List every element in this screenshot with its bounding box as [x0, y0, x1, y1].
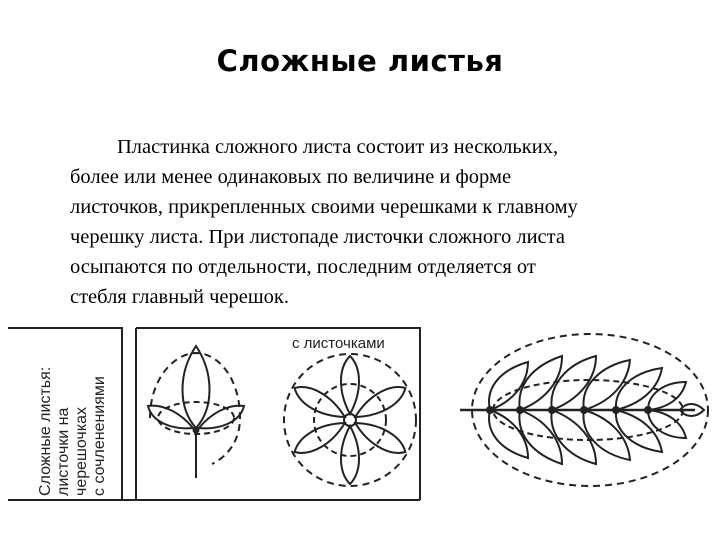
figure-caption: с листочками [292, 335, 385, 352]
joint [517, 407, 523, 413]
outline-dashed [284, 354, 416, 486]
paragraph-line: стебля главный черешок. [70, 286, 289, 308]
page-title: Сложные листья [216, 44, 504, 78]
paragraph-line: осыпаются по отдельности, последним отделяется от [70, 256, 536, 278]
paragraph-line: листочков, прикрепленных своими черешками к главному [70, 196, 578, 218]
side-label-line: черешочках [73, 407, 90, 496]
pinnate-leaf-drawing [460, 334, 708, 486]
side-label-line: с сочленениями [91, 376, 108, 496]
joint [613, 407, 619, 413]
compound-leaves-figure [0, 318, 720, 540]
leaflet [583, 360, 630, 410]
leaflet [519, 356, 562, 410]
side-label-line: Сложные листья: [37, 366, 54, 496]
joint [581, 407, 587, 413]
paragraph-line: более или менее одинаковых по величине и форме [70, 166, 512, 188]
side-label-line: листочки на [55, 407, 72, 496]
leaflet [616, 410, 662, 452]
joint [194, 428, 199, 433]
leaflet [583, 410, 630, 460]
palmate-leaf-drawing [284, 354, 416, 486]
description-paragraph [70, 132, 690, 312]
leaflet [183, 346, 210, 428]
trifoliate-leaf-drawing [148, 346, 244, 478]
joint [645, 407, 651, 413]
side-label [37, 367, 108, 496]
joint [487, 407, 493, 413]
paragraph-line: черешку листа. При листопаде листочки сложного листа [70, 226, 565, 248]
paragraph-line: Пластинка сложного листа состоит из нескольких, [117, 136, 559, 158]
joint [549, 407, 555, 413]
